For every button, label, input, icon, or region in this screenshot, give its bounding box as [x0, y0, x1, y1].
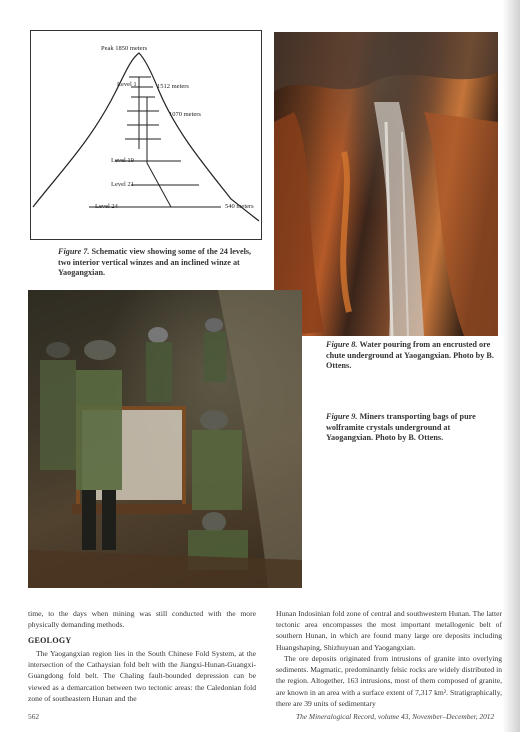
peak-label: Peak 1850 meters: [101, 45, 148, 52]
figure-7-caption: [58, 247, 258, 279]
figure-7-caption-text: Schematic view showing some of the 24 levels, two interior vertical winzes and an inclined winze at Yaogangxian.: [58, 247, 252, 277]
page-number: 562: [28, 712, 40, 721]
level-19-label: Level 19: [111, 157, 134, 164]
figure-7-caption-label: Figure 7.: [58, 247, 90, 256]
figure-8-caption-label: Figure 8.: [326, 340, 358, 349]
water-photo-illustration: [274, 32, 498, 336]
figure-8-photo: [274, 32, 498, 336]
level-21-label: Level 21: [111, 181, 134, 188]
figure-7-diagram: [30, 30, 262, 240]
page-edge-shadow: [502, 0, 520, 732]
level-1-label: Level 1: [117, 81, 137, 88]
figure-8-caption: [326, 340, 496, 372]
body-paragraph-intro: time, to the days when mining was still conducted with the more physically demanding methods.: [28, 609, 256, 630]
mountain-outline: [33, 53, 259, 221]
figure-9-caption-label: Figure 9.: [326, 412, 358, 421]
journal-footer: The Mineralogical Record, volume 43, November–December, 2012: [296, 712, 495, 721]
figure-9-caption: [326, 412, 496, 444]
section-heading-geology: GEOLOGY: [28, 636, 72, 645]
figure-8-caption-text: Water pouring from an encrusted ore chute underground at Yaogangxian. Photo by B. Ottens.: [326, 340, 494, 370]
figure-9-caption-text: Miners transporting bags of pure wolframite crystals underground at Yaogangxian. Photo by B. Ottens.: [326, 412, 476, 442]
figure-9-photo: [28, 290, 302, 588]
elevation-1070-label: 1070 meters: [169, 111, 201, 118]
miners-photo-illustration: [28, 290, 302, 588]
elevation-540-label: 540 meters: [225, 203, 254, 210]
body-paragraph-right-2: The ore deposits originated from intrusions of granite into overlying sediments. Magmatic, predominantly felsic rocks are widely distributed in the region. Altogether, 163 intrusions, most of them composed of granite, are known in an area with a surface extent of 7,317 km². Stratigraphically, there are 39 units of sedimentary: [276, 654, 502, 708]
body-paragraph-geology: The Yaogangxian region lies in the South Chinese Fold System, at the intersection of the Cathaysian fold belt with the Jiangxi-Hunan-Guangxi-Guangdong fold belt. The Chaling fault-bounded depression can be viewed as a demarcation between two tectonic areas: the Caledonian fold zone of southeastern Hunan and the: [28, 649, 256, 703]
elevation-1512-label: 1512 meters: [157, 83, 189, 90]
level-24-label: Level 24: [95, 203, 118, 210]
body-paragraph-right-1: Hunan Indosinian fold zone of central and southwestern Hunan. The latter tectonic area encompasses the most important metallogenic belt of southern Hunan, in which are found many large ore deposits including Huangshaping, Shizhuyuan and Yaogangxian.: [276, 609, 502, 652]
